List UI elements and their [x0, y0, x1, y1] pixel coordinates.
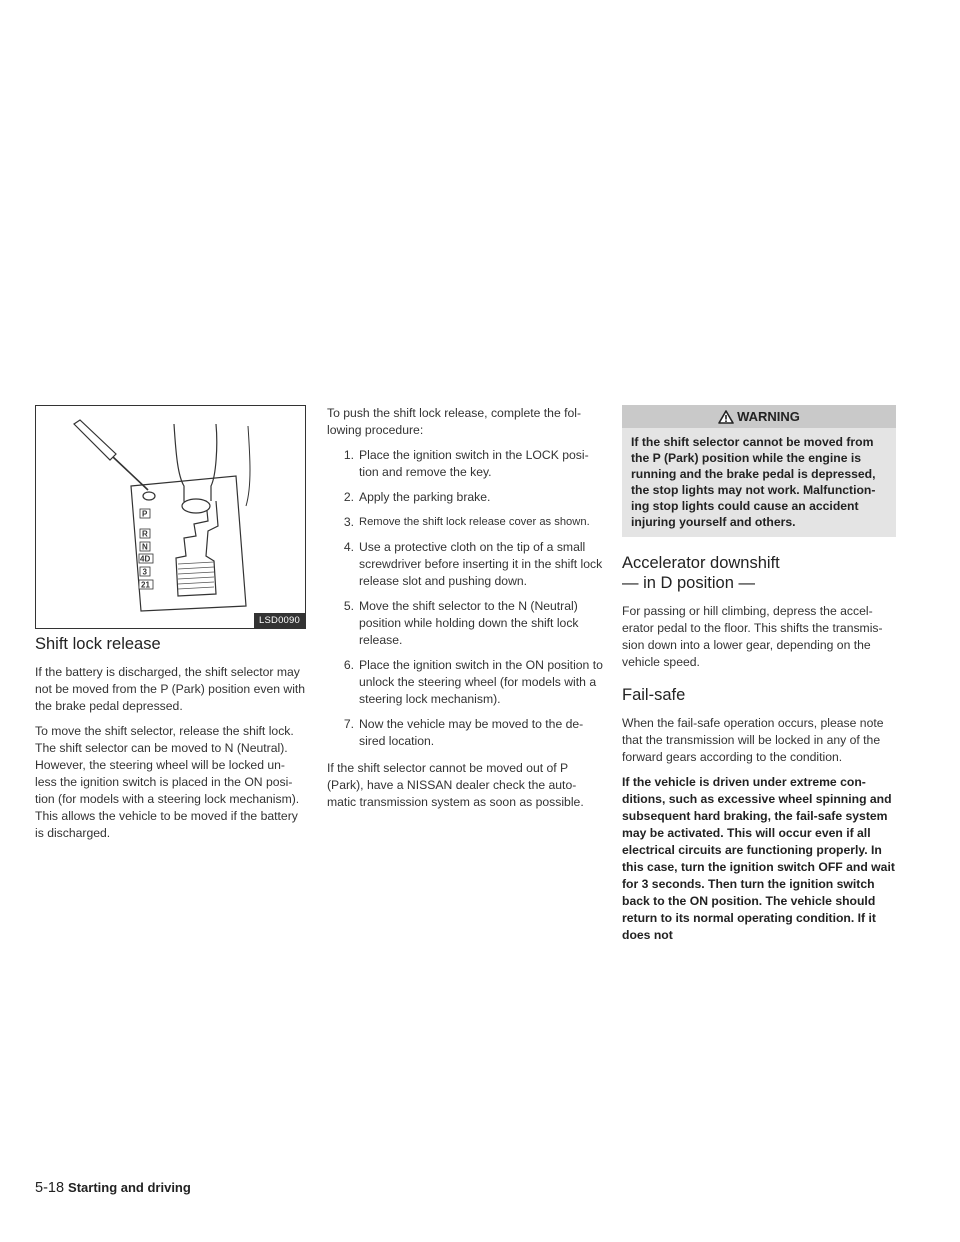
- paragraph: For passing or hill climbing, depress the accel- erator pedal to the floor. This shifts the transmis- sion down into a lower gear, depending on the vehicle speed.: [622, 604, 883, 669]
- gate-label-21: 21: [141, 580, 150, 590]
- gate-label-r: R: [142, 529, 148, 539]
- gate-label-p: P: [142, 509, 148, 519]
- shift-lock-figure: [35, 405, 306, 629]
- step-number: 5.: [343, 599, 354, 613]
- gate-label-4d: 4D: [140, 554, 151, 564]
- page-footer: [35, 1180, 191, 1196]
- page-number: 5-18: [35, 1180, 65, 1196]
- warning-icon: [718, 410, 734, 424]
- shift-lock-illustration: [36, 406, 305, 628]
- step-text: Remove the shift lock release cover as shown.: [359, 516, 590, 528]
- step-text: Move the shift selector to the N (Neutral) position while holding down the shift lock release.: [359, 599, 579, 647]
- list-item: [327, 514, 605, 531]
- column-middle: [327, 405, 605, 819]
- paragraph: To move the shift selector, release the shift lock. The shift selector can be moved to N (Neutral). However, the steering wheel will be locked un- less the ignition switch is placed in the ON posi- tion (for models with a steering lock mechanism). This allows the vehicle to be moved if the battery is discharged.: [35, 724, 300, 840]
- procedure-closing: If the shift selector cannot be moved out of P (Park), have a NISSAN dealer check the auto- matic transmission system as soon as possible.: [327, 761, 584, 809]
- gate-label-n: N: [142, 542, 148, 552]
- list-item: [327, 657, 605, 708]
- paragraph: When the fail-safe operation occurs, please note that the transmission will be locked in any of the forward gears according to the condition.: [622, 716, 884, 764]
- list-item: [327, 489, 605, 506]
- step-text: Place the ignition switch in the ON position to unlock the steering wheel (for models with a steering lock mechanism).: [359, 658, 603, 706]
- section-title: Starting and driving: [68, 1180, 191, 1195]
- step-number: 7.: [343, 717, 354, 731]
- step-text: Use a protective cloth on the tip of a small screwdriver before inserting it in the shift lock release slot and pushing down.: [359, 540, 603, 588]
- warning-text: If the shift selector cannot be moved from the P (Park) position while the engine is running and the brake pedal is depressed, the stop lights may not work. Malfunction- ing stop lights could cause an accident injuring yourself and others.: [631, 435, 876, 529]
- warning-box: [622, 405, 896, 537]
- gate-label-3: 3: [142, 567, 147, 577]
- step-number: 1.: [343, 448, 354, 462]
- step-text: Now the vehicle may be moved to the de- sired location.: [359, 717, 584, 748]
- list-item: [327, 598, 605, 649]
- step-number: 6.: [343, 658, 354, 672]
- step-number: 4.: [343, 540, 354, 554]
- figure-label: LSD0090: [254, 613, 305, 628]
- list-item: [327, 447, 605, 481]
- procedure-intro: To push the shift lock release, complete the fol- lowing procedure:: [327, 406, 582, 437]
- paragraph: If the battery is discharged, the shift selector may not be moved from the P (Park) position even with the brake pedal depressed.: [35, 665, 306, 713]
- list-item: [327, 539, 605, 590]
- paragraph-bold: If the vehicle is driven under extreme con- ditions, such as excessive wheel spinning and subsequent hard braking, the fail-safe system may be activated. This will occur even if all electrical circuits are functioning properly. In this case, turn the ignition switch OFF and wait for 3 seconds. Then turn the ignition switch back to the ON position. The vehicle should return to its normal operating condition. If it does not: [622, 775, 895, 942]
- step-text: Place the ignition switch in the LOCK posi- tion and remove the key.: [359, 448, 589, 479]
- step-text: Apply the parking brake.: [359, 490, 491, 504]
- heading-fail-safe: Fail-safe: [622, 686, 686, 704]
- step-number: 3.: [343, 515, 354, 529]
- heading-line: Accelerator downshift: [622, 554, 780, 572]
- heading-shift-lock-release: Shift lock release: [35, 635, 161, 653]
- heading-accelerator-downshift: [622, 553, 896, 593]
- column-left: [35, 405, 308, 850]
- step-number: 2.: [343, 490, 354, 504]
- heading-line: — in D position —: [622, 574, 755, 592]
- warning-header: [622, 405, 896, 428]
- column-right: [622, 405, 896, 952]
- warning-title: WARNING: [737, 409, 800, 424]
- procedure-steps: [327, 447, 605, 750]
- list-item: [327, 716, 605, 750]
